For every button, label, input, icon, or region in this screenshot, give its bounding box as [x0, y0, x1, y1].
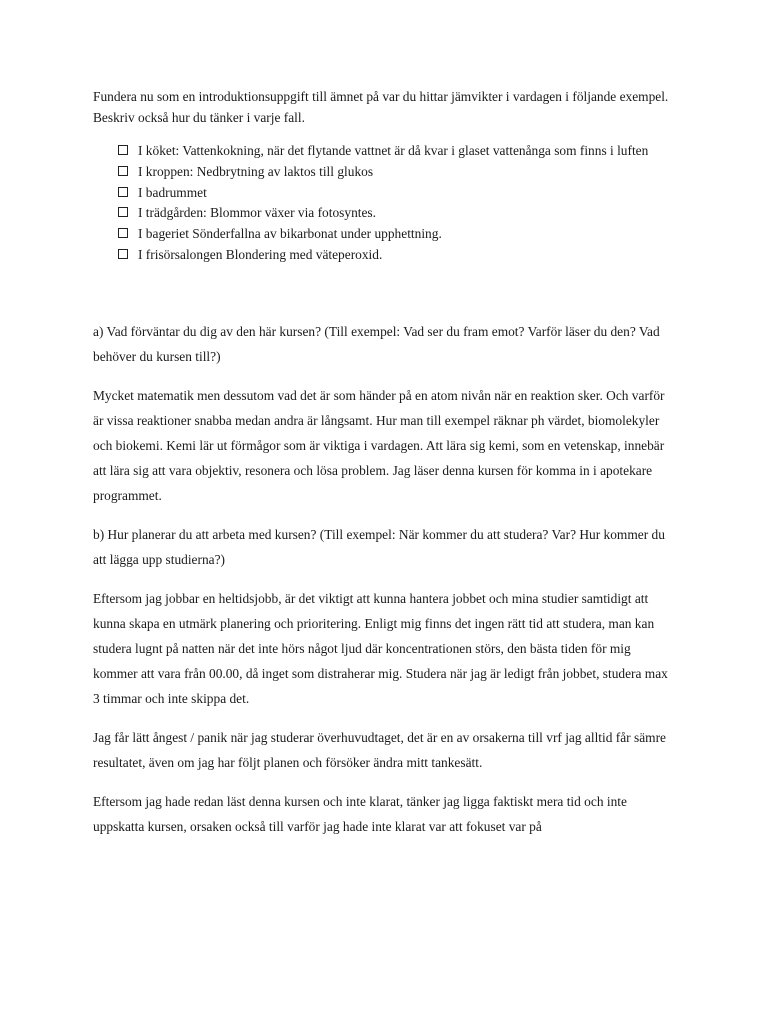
answer-b-paragraph-3: Eftersom jag hade redan läst denna kursen och inte klarat, tänker jag ligga faktiskt mera tid och inte uppskatta kursen, orsaken också till varför jag hade inte klarat var att fokuset var på [93, 793, 627, 834]
document-page [93, 86, 673, 839]
checklist-item-text: I köket: Vattenkokning, när det flytande vattnet är då kvar i glaset vattenånga som finns i luften [138, 143, 649, 158]
answer-b-paragraph-2: Jag får lätt ångest / panik när jag studerar överhuvudtaget, det är en av orsakerna till vrf jag alltid får sämre resultatet, även om jag har följt planen och försöker ändra mitt tankesätt. [93, 729, 666, 770]
answer-a: Mycket matematik men dessutom vad det är som händer på en atom nivån när en reaktion sker. Och varför är vissa reaktioner snabba medan andra är långsamt. Hur man till exempel räknar ph värdet, biomolekyler och biokemi. Kemi lär ut förmågor som är viktiga i vardagen. Att lära sig kemi, som en vetenskap, innebär att lära sig att vara objektiv, resonera och lösa problem. Jag läser denna kursen för komma in i apotekare programmet. [93, 387, 665, 503]
checklist-item-bathroom [118, 183, 673, 202]
question-b: b) Hur planerar du att arbeta med kursen? (Till exempel: När kommer du att studera? Var? Hur kommer du att lägga upp studierna?) [93, 526, 665, 567]
checklist-item-text: I badrummet [138, 184, 207, 200]
intro-paragraph: Fundera nu som en introduktionsuppgift till ämnet på var du hittar jämvikter i vardagen i följande exempel. Beskriv också hur du tänker i varje fall. [93, 89, 669, 125]
checklist-item-text: I frisörsalongen Blondering med väteperoxid. [138, 246, 383, 262]
checklist-item-salon [118, 245, 673, 264]
checklist-item-garden [118, 203, 673, 222]
answer-b-paragraph-1: Eftersom jag jobbar en heltidsjobb, är det viktigt att kunna hantera jobbet och mina studier samtidigt att kunna skapa en utmärk planering och prioritering. Enligt mig finns det ingen rätt tid att studera, man kan studera lugnt på natten när det inte hörs något ljud där koncentrationen störs, den bästa tiden för mig kommer att vara från 00.00, då inget som distraherar mig. Studera när jag är ledigt från jobbet, studera max 3 timmar och inte skippa det. [93, 590, 668, 706]
checkbox-icon[interactable] [118, 187, 128, 197]
checklist-item-kitchen [118, 141, 673, 160]
checkbox-icon[interactable] [118, 249, 128, 259]
question-a: a) Vad förväntar du dig av den här kursen? (Till exempel: Vad ser du fram emot? Varför läser du den? Vad behöver du kursen till?) [93, 323, 660, 364]
checkbox-icon[interactable] [118, 207, 128, 217]
checkbox-icon[interactable] [118, 145, 128, 155]
checklist-item-text: I trädgården: Blommor växer via fotosyntes. [138, 205, 376, 221]
examples-checklist [93, 141, 673, 264]
checkbox-icon[interactable] [118, 166, 128, 176]
checklist-item-text: I bageriet Sönderfallna av bikarbonat under upphettning. [138, 226, 442, 242]
checkbox-icon[interactable] [118, 228, 128, 238]
checklist-item-text: I kroppen: Nedbrytning av laktos till glukos [138, 163, 374, 179]
checklist-item-body [118, 162, 673, 181]
checklist-item-bakery [118, 224, 673, 243]
